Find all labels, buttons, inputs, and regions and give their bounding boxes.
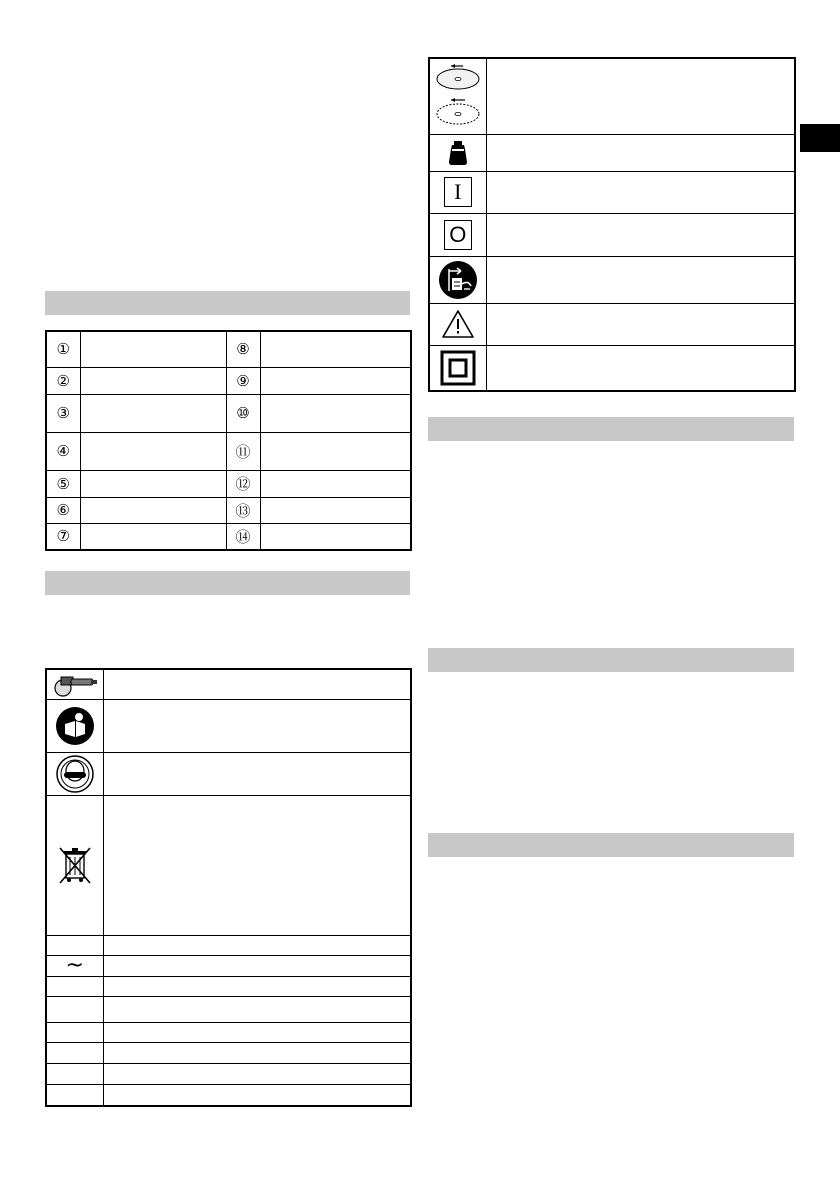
item-description xyxy=(260,394,411,432)
table-row xyxy=(46,367,411,394)
item-number: ⑥ xyxy=(46,497,80,523)
section-header-bar-components xyxy=(45,291,410,315)
symbol-cell xyxy=(46,976,103,996)
section-header-bar-2 xyxy=(428,648,794,672)
table-row xyxy=(46,1063,411,1084)
table-row xyxy=(429,256,795,303)
symbol-description xyxy=(103,1063,411,1084)
symbol-description xyxy=(486,213,795,256)
double-insulation-icon xyxy=(429,345,486,391)
table-row xyxy=(429,213,795,256)
eye-protection-icon xyxy=(46,752,103,795)
table-row xyxy=(46,1084,411,1106)
unplug-icon xyxy=(429,256,486,303)
switch-off-icon xyxy=(429,213,486,256)
item-description xyxy=(260,367,411,394)
item-number: ① xyxy=(46,331,80,367)
table-row xyxy=(46,1022,411,1042)
table-row xyxy=(46,432,411,470)
table-row xyxy=(429,345,795,391)
item-number: ⑨ xyxy=(226,367,260,394)
symbol-description xyxy=(103,752,411,795)
item-number: ⑦ xyxy=(46,523,80,550)
symbol-description xyxy=(486,134,795,171)
table-row xyxy=(429,58,795,134)
item-description xyxy=(260,523,411,550)
symbol-description xyxy=(103,955,411,976)
symbol-cell xyxy=(46,1042,103,1063)
table-row xyxy=(46,669,411,699)
table-row xyxy=(46,699,411,752)
item-number: ③ xyxy=(46,394,80,432)
item-number: ⑫ xyxy=(226,470,260,497)
table-row xyxy=(46,795,411,935)
item-description xyxy=(260,470,411,497)
table-row xyxy=(46,331,411,367)
section-header-bar-3 xyxy=(428,833,794,857)
symbol-description xyxy=(103,1042,411,1063)
table-row xyxy=(429,303,795,345)
item-number: ⑧ xyxy=(226,331,260,367)
item-number: ④ xyxy=(46,432,80,470)
symbol-description xyxy=(103,795,411,935)
weight-icon xyxy=(429,134,486,171)
item-number: ⑤ xyxy=(46,470,80,497)
symbol-description xyxy=(103,669,411,699)
symbol-description xyxy=(486,345,795,391)
symbol-description xyxy=(103,976,411,996)
item-number: ⑪ xyxy=(226,432,260,470)
table-row xyxy=(46,497,411,523)
weee-bin-icon xyxy=(46,795,103,935)
item-description xyxy=(80,470,226,497)
warning-icon xyxy=(429,303,486,345)
table-row xyxy=(429,171,795,213)
alternating-current-symbol: ~ xyxy=(46,955,103,976)
table-row xyxy=(46,523,411,550)
item-description xyxy=(80,367,226,394)
switch-on-icon xyxy=(429,171,486,213)
symbol-cell xyxy=(46,1022,103,1042)
symbol-description xyxy=(103,1022,411,1042)
symbol-cell xyxy=(46,996,103,1022)
item-number: ② xyxy=(46,367,80,394)
item-number: ⑭ xyxy=(226,523,260,550)
symbol-cell xyxy=(46,1084,103,1106)
item-description xyxy=(80,394,226,432)
symbol-description xyxy=(486,58,795,134)
item-description xyxy=(260,331,411,367)
symbol-cell xyxy=(46,1063,103,1084)
table-row xyxy=(46,470,411,497)
item-description xyxy=(260,432,411,470)
table-row xyxy=(429,134,795,171)
symbol-description xyxy=(486,303,795,345)
symbol-description xyxy=(103,935,411,955)
symbol-description xyxy=(103,699,411,752)
item-number: ⑩ xyxy=(226,394,260,432)
symbol-cell xyxy=(46,935,103,955)
table-row xyxy=(46,976,411,996)
item-number: ⑬ xyxy=(226,497,260,523)
symbols-table-left xyxy=(45,668,412,1107)
symbol-description xyxy=(486,256,795,303)
table-row xyxy=(46,935,411,955)
table-row xyxy=(46,1042,411,1063)
symbols-table-right xyxy=(428,57,796,392)
disc-rotation-icon xyxy=(429,58,486,134)
table-row xyxy=(46,955,411,976)
language-tab xyxy=(800,124,840,152)
section-header-bar-1 xyxy=(428,417,794,441)
item-description xyxy=(80,523,226,550)
symbol-description xyxy=(103,996,411,1022)
symbol-description xyxy=(103,1084,411,1106)
symbol-description xyxy=(486,171,795,213)
angle-grinder-icon xyxy=(46,669,103,699)
switch-off-label: O xyxy=(444,220,472,250)
item-description xyxy=(80,497,226,523)
section-header-bar-symbols xyxy=(45,571,410,595)
switch-on-label: I xyxy=(444,177,472,207)
item-description xyxy=(80,331,226,367)
table-row xyxy=(46,394,411,432)
table-row xyxy=(46,996,411,1022)
item-description xyxy=(80,432,226,470)
parts-table xyxy=(45,330,412,551)
read-manual-icon xyxy=(46,699,103,752)
table-row xyxy=(46,752,411,795)
item-description xyxy=(260,497,411,523)
